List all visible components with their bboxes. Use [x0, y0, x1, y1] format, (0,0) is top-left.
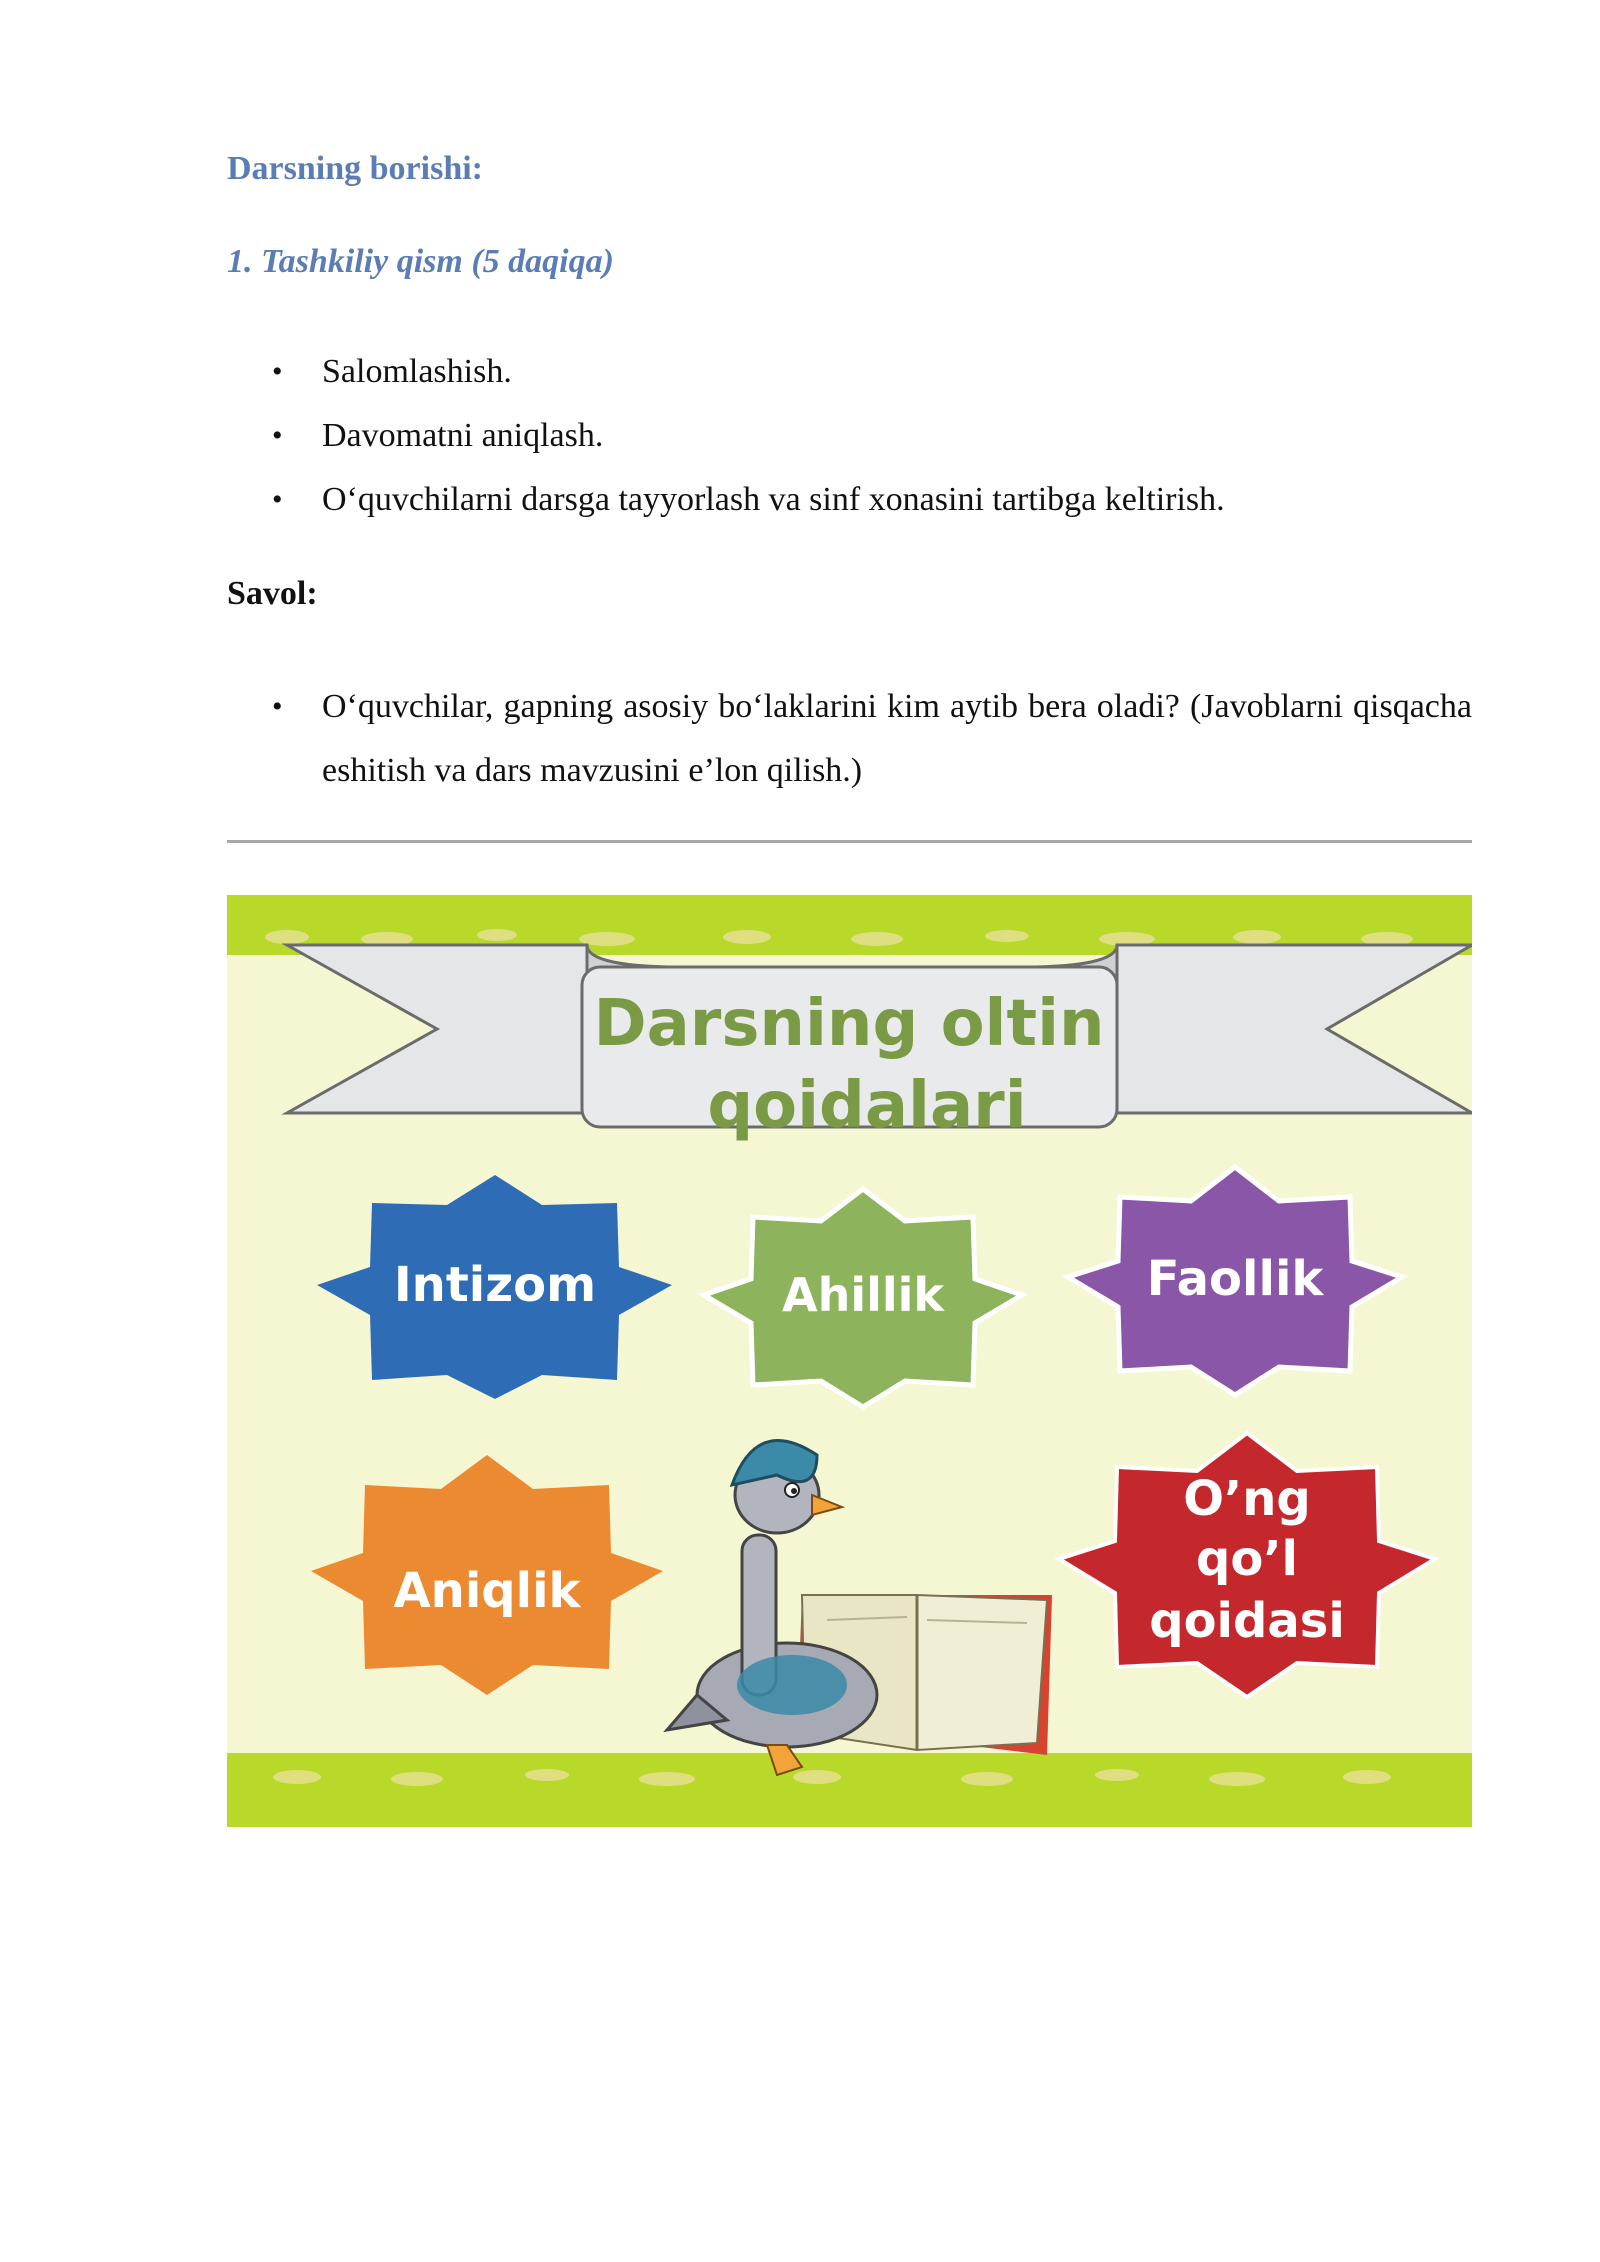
- banner-title-line2: qoidalari: [707, 1069, 1027, 1143]
- rule-label-aniqlik: Aniqlik: [393, 1563, 581, 1619]
- horizontal-divider: [227, 840, 1472, 843]
- list-item: • Davomatni aniqlash.: [227, 404, 1472, 468]
- banner-title-line1: Darsning oltin: [593, 987, 1105, 1061]
- rule-label-ong-line2: qo’l: [1195, 1531, 1299, 1587]
- bullet-icon: •: [272, 690, 283, 723]
- rule-label-faollik: Faollik: [1146, 1251, 1324, 1307]
- rule-label-ong-line1: O’ng: [1183, 1471, 1311, 1527]
- rule-label-ahillik: Ahillik: [781, 1268, 945, 1322]
- bottom-border: [227, 1753, 1472, 1827]
- question-text: O‘quvchilar, gapning asosiy bo‘laklarini kim aytib bera oladi? (Javoblarni qisqacha eshitish va dars mavzusini e’lon qilish.): [322, 688, 1472, 789]
- part1-title: 1. Tashkiliy qism (5 daqiqa): [227, 243, 614, 280]
- list-item: • O‘quvchilarni darsga tayyorlash va sinf xonasini tartibga keltirish.: [227, 468, 1472, 532]
- list-item: • Salomlashish.: [227, 340, 1472, 404]
- rule-label-ong-line3: qoidasi: [1149, 1593, 1345, 1649]
- poster-image: [227, 895, 1472, 1827]
- section-title: Darsning borishi:: [227, 150, 483, 187]
- part1-list: [227, 340, 1472, 532]
- rule-label-intizom: Intizom: [393, 1257, 597, 1313]
- question-label: Savol:: [227, 575, 318, 612]
